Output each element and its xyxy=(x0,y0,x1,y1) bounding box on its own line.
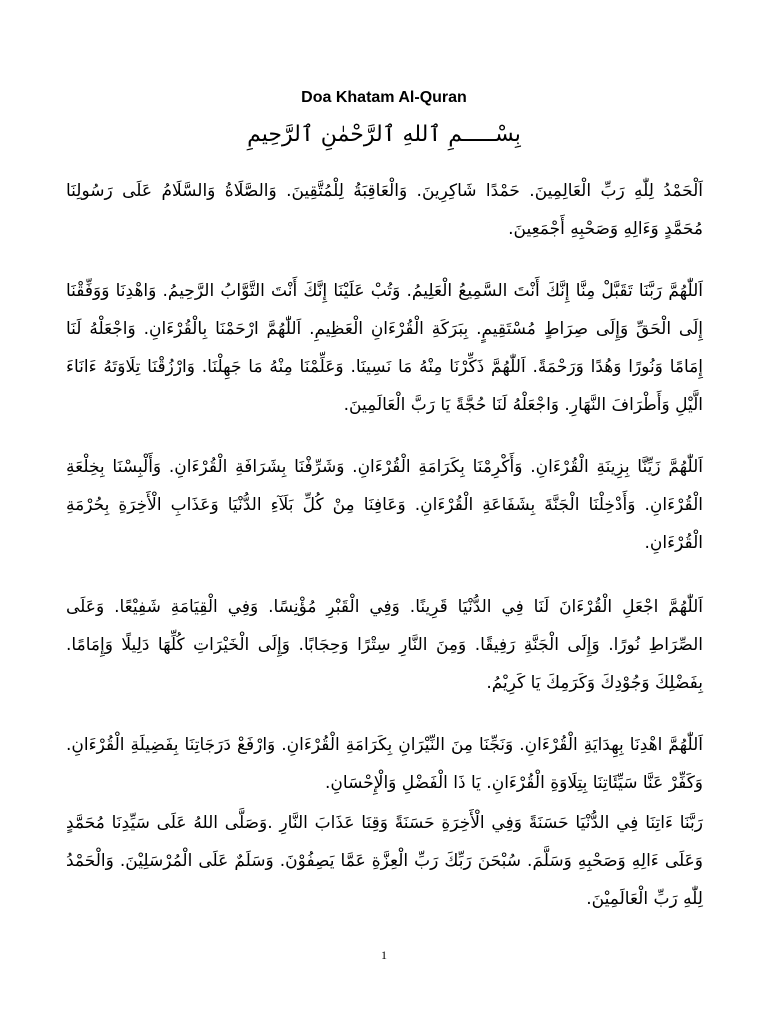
paragraph-closing: رَبَّنَا ءَاتِنَا فِي الدُّنْيَا حَسَنَةً وَفِي الْأَخِرَةِ حَسَنَةً وَقِنَا عَذَابَ النَّارِ .وَصَلَّى اللهُ عَلَى سَيِّدِنَا مُحَمَّدٍ وَعَلَى ءَالِهِ وَصَحْبِهِ وَسَلَّمَ. سُبْحَنَ رَبِّكَ رَبِّ الْعِزَّةِ عَمَّا يَصِفُوْنَ. وَسَلَمٌ عَلَى الْمُرْسَلِيْنَ. وَالْحَمْدُ لِلّٰهِ رَبِّ الْعَالَمِيْنَ. xyxy=(66,813,703,909)
paragraph-ihdina: اَللّٰهُمَّ اهْدِنَا بِهِدَايَةِ الْقُرْءَانِ. وَنَجِّنَا مِنَ النِّيْرَانِ بِكَرَامَةِ الْقُرْءَانِ. وَارْفَعْ دَرَجَاتِنَا بِفَضِيلَةِ الْقُرْءَانِ. وَكَفِّرْ عَنَّا سَيِّئَاتِنَا بِتِلَاوَةِ الْقُرْءَانِ. يَا ذَا الْفَضْلِ وَالْإِحْسَانِ. xyxy=(66,735,703,793)
document-title: Doa Khatam Al-Quran xyxy=(301,89,467,106)
paragraph-taqabbal: اَللّٰهُمَّ رَبَّنَا تَقَبَّلْ مِنَّا إِنَّكَ أَنْتَ السَّمِيعُ الْعَلِيمُ. وَتُبْ عَلَيْنَا إِنَّكَ أَنْتَ التَّوَّابُ الرَّحِيمُ. وَاهْدِنَا وَوَفِّقْنَا إِلَى الْحَقِّ وَإِلَى صِرَاطٍ مُسْتَقِيمٍ. بِبَرَكَةِ الْقُرْءَانِ الْعَظِيمِ. اَللّٰهُمَّ ارْحَمْنَا بِالْقُرْءَانِ. وَاجْعَلْهُ لَنَا إِمَامًا وَنُورًا وَهُدًا وَرَحْمَةً. اَللّٰهُمَّ ذَكِّرْنَا مِنْهُ مَا نَسِينَا. وَعَلِّمْنَا مِنْهُ مَا جَهِلْنَا. وَارْزُقْنَا تِلَاوَتَهُ ءَانَاءَ الَّيْلِ وَأَطْرَافَ النَّهَارِ. وَاجْعَلْهُ لَنَا حُجَّةً يَا رَبَّ الْعَالَمِينَ. xyxy=(66,281,703,415)
paragraph-hamd: اَلْحَمْدُ لِلّٰهِ رَبِّ الْعَالِمِينَ. حَمْدًا شَاكِرِينَ. وَالْعَاقِبَةُ لِلْمُتَّقِينَ. وَالصَّلَاةُ وَالسَّلَامُ عَلَى رَسُولِنَا مُحَمَّدٍ وَءَالِهِ وَصَحْبِهِ أَجْمَعِينَ. xyxy=(66,181,703,239)
paragraph-ijal-quran: اَللّٰهُمَّ اجْعَلِ الْقُرْءَانَ لَنَا فِي الدُّنْيَا قَرِينًا. وَفِي الْقَبْرِ مُؤْنِسًا. وَفِي الْقِيَامَةِ شَفِيْعًا. وَعَلَى الصِّرَاطِ نُورًا. وَإِلَى الْجَنَّةِ رَفِيقًا. وَمِنَ النَّارِ سِتْرًا وَحِجَابًا. وَإِلَى الْخَيْرَاتِ كُلِّهَا دَلِيلًا وَإِمَامًا. بِفَضْلِكَ وَجُوْدِكَ وَكَرَمِكَ يَا كَرِيْمُ. xyxy=(66,597,703,693)
page-number: 1 xyxy=(381,948,387,962)
paragraph-zayyinna: اَللّٰهُمَّ زَيِّنَّا بِزِينَةِ الْقُرْءَانِ. وَأَكْرِمْنَا بِكَرَامَةِ الْقُرْءَانِ. وَشَرِّفْنَا بِشَرَافَةِ الْقُرْءَانِ. وَأَلْبِسْنَا بِخِلْعَةِ الْقُرْءَانِ. وَأَدْخِلْنَا الْجَنَّةَ بِشَفَاعَةِ الْقُرْءَانِ. وَعَافِنَا مِنْ كُلِّ بَلَآءِ الدُّنْيَا وَعَذَابِ الْأَخِرَةِ بِحُرْمَةِ الْقُرْءَانِ. xyxy=(66,457,703,553)
basmala-heading: بِسْـــــمِ ٱللهِ ٱلرَّحْمٰنِ ٱلرَّحِيمِ xyxy=(247,122,521,147)
